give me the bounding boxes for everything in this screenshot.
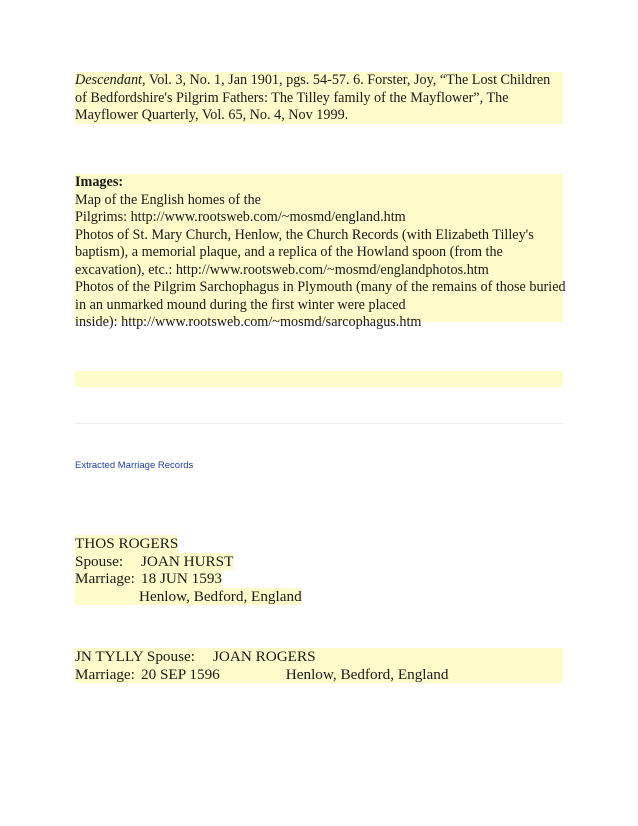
marriage-date: 18 JUN 1593 xyxy=(141,570,223,588)
images-heading: Images: xyxy=(75,174,124,190)
extracted-marriage-records-link[interactable]: Extracted Marriage Records xyxy=(75,460,194,471)
spouse-label: Spouse: xyxy=(75,552,124,570)
images-section xyxy=(75,174,566,330)
spouse-label: Spouse: xyxy=(146,648,195,665)
reference-line-2: of Bedfordshire's Pilgrim Fathers: The Tilley family of the Mayflower”, The xyxy=(75,89,509,106)
marriage-place: Henlow, Bedford, England xyxy=(139,587,302,605)
reference-line-3: Mayflower Quarterly, Vol. 65, No. 4, Nov 1999. xyxy=(75,107,349,123)
journal-title: Descendant xyxy=(75,72,142,88)
spouse-name: JOAN HURST xyxy=(141,552,234,570)
images-line: Pilgrims: http://www.rootsweb.com/~mosmd/england.htm xyxy=(75,209,406,225)
record-name: JN TYLLY xyxy=(75,648,144,665)
empty-highlight-band xyxy=(75,371,563,387)
section-divider xyxy=(75,423,563,424)
marriage-date: 20 SEP 1596 xyxy=(141,665,220,683)
marriage-record-1 xyxy=(75,535,563,605)
marriage-label: Marriage: xyxy=(75,570,135,588)
images-line: inside): http://www.rootsweb.com/~mosmd/sarcophagus.htm xyxy=(75,314,422,330)
images-line: Photos of the Pilgrim Sarchophagus in Plymouth (many of the remains of those buried xyxy=(75,279,566,295)
spouse-name: JOAN ROGERS xyxy=(213,648,316,665)
record-name: THOS ROGERS xyxy=(75,535,179,552)
images-line: excavation), etc.: http://www.rootsweb.com/~mosmd/englandphotos.htm xyxy=(75,261,489,278)
reference-block xyxy=(75,72,563,124)
images-line: Map of the English homes of the xyxy=(75,191,261,208)
reference-line-1-rest: , Vol. 3, No. 1, Jan 1901, pgs. 54-57. 6. Forster, Joy, “The Lost Children xyxy=(141,72,551,88)
images-line: in an unmarked mound during the first winter were placed xyxy=(75,296,406,313)
marriage-record-2 xyxy=(75,648,563,683)
marriage-place: Henlow, Bedford, England xyxy=(285,665,449,683)
images-line: Photos of St. Mary Church, Henlow, the Church Records (with Elizabeth Tilley's xyxy=(75,226,534,243)
reference-line-1 xyxy=(75,72,563,90)
images-line: baptism), a memorial plaque, and a replica of the Howland spoon (from the xyxy=(75,244,503,260)
marriage-label: Marriage: xyxy=(75,665,135,683)
